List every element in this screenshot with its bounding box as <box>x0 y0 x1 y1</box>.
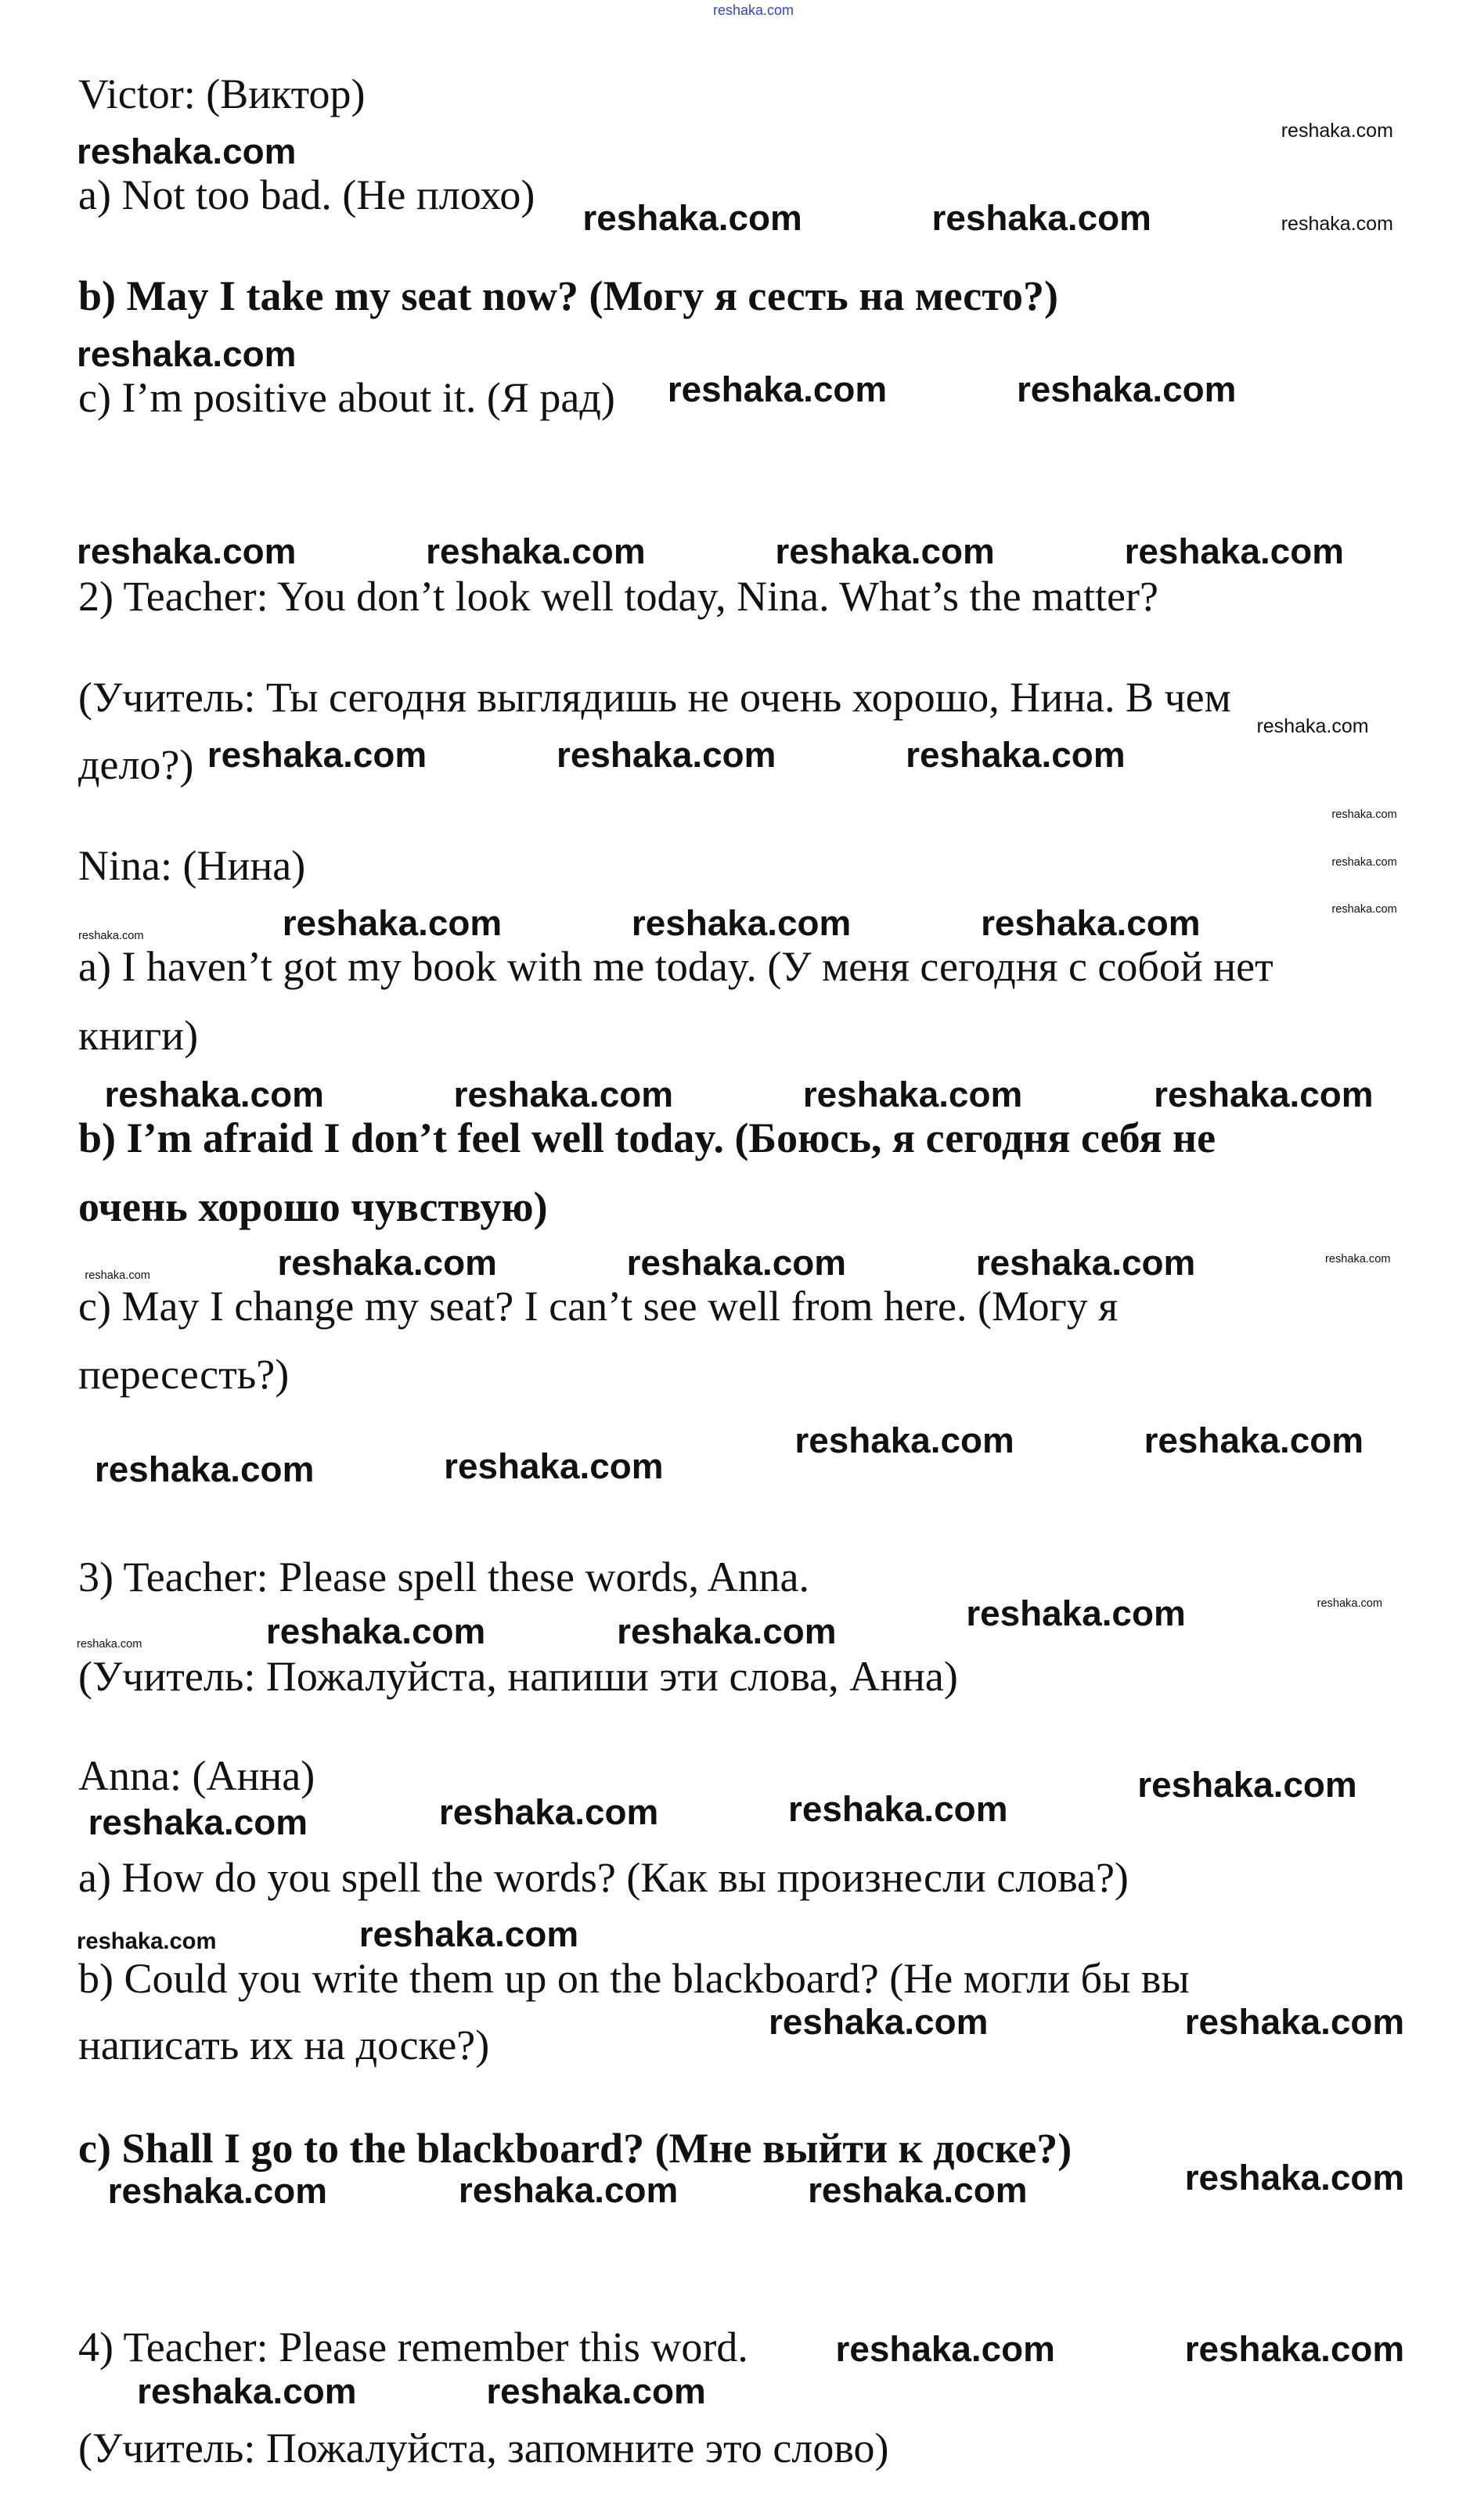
watermark: reshaka.com <box>438 1791 659 1833</box>
watermark: reshaka.com <box>975 1241 1196 1283</box>
option-c-correct: c) Shall I go to the blackboard? (Мне выйти к доске?) <box>78 2125 1072 2172</box>
watermark: reshaka.com <box>282 902 503 944</box>
watermark: reshaka.com <box>453 1074 674 1115</box>
watermark: reshaka.com <box>1184 2328 1405 2370</box>
watermark: reshaka.com <box>794 1419 1014 1460</box>
option-a: a) How do you spell the words? (Как вы произнесли слова?) <box>78 1854 1129 1901</box>
option-a: a) I haven’t got my book with me today. (У меня сегодня с собой нет <box>78 943 1273 990</box>
watermark: reshaka.com <box>277 1241 497 1283</box>
watermark: reshaka.com <box>1325 1252 1391 1265</box>
watermark: reshaka.com <box>265 1611 486 1652</box>
watermark: reshaka.com <box>1331 855 1397 869</box>
speaker-victor: Victor: (Виктор) <box>78 70 366 117</box>
watermark: reshaka.com <box>835 2328 1055 2370</box>
watermark: reshaka.com <box>626 1241 847 1283</box>
option-a: a) Not too bad. (Не плохо) <box>78 171 535 218</box>
watermark: reshaka.com <box>444 1445 664 1487</box>
watermark: reshaka.com <box>1281 212 1393 235</box>
speaker-anna: Anna: (Анна) <box>78 1752 315 1799</box>
watermark: reshaka.com <box>76 531 297 572</box>
watermark: reshaka.com <box>1144 1419 1364 1460</box>
watermark: reshaka.com <box>1256 715 1369 738</box>
speaker-nina: Nina: (Нина) <box>78 842 306 889</box>
option-b-correct: b) May I take my seat now? (Могу я сесть на место?) <box>78 272 1059 319</box>
option-b: b) Could you write them up on the blackboard? (Не могли бы вы <box>78 1955 1190 2002</box>
watermark: reshaka.com <box>931 197 1151 239</box>
watermark: reshaka.com <box>486 2370 706 2411</box>
question-3: 3) Teacher: Please spell these words, Anna. <box>78 1553 809 1600</box>
question-2-translation: (Учитель: Ты сегодня выглядишь не очень хорошо, Нина. В чем <box>78 674 1231 721</box>
watermark: reshaka.com <box>556 734 776 776</box>
option-c-cont: пересесть?) <box>78 1351 290 1398</box>
watermark: reshaka.com <box>1184 2157 1405 2198</box>
watermark: reshaka.com <box>788 1788 1008 1830</box>
watermark: reshaka.com <box>617 1611 837 1652</box>
watermark: reshaka.com <box>76 131 297 172</box>
option-c: c) I’m positive about it. (Я рад) <box>78 374 615 421</box>
watermark: reshaka.com <box>358 1913 579 1955</box>
question-4: 4) Teacher: Please remember this word. <box>78 2324 748 2371</box>
watermark: reshaka.com <box>85 1269 150 1282</box>
watermark: reshaka.com <box>94 1449 315 1490</box>
watermark: reshaka.com <box>981 902 1201 944</box>
question-3-translation: (Учитель: Пожалуйста, напиши эти слова, Анна) <box>78 1653 958 1700</box>
watermark: reshaka.com <box>1281 120 1393 142</box>
option-b-cont: написать их на доске?) <box>78 2021 490 2068</box>
watermark: reshaka.com <box>426 531 646 572</box>
watermark: reshaka.com <box>1016 369 1237 410</box>
watermark: reshaka.com <box>808 2169 1028 2211</box>
watermark: reshaka.com <box>667 369 888 410</box>
watermark: reshaka.com <box>582 197 802 239</box>
watermark: reshaka.com <box>76 1928 217 1954</box>
watermark: reshaka.com <box>88 1801 308 1842</box>
watermark: reshaka.com <box>104 1074 324 1115</box>
watermark: reshaka.com <box>775 531 995 572</box>
option-a-cont: книги) <box>78 1012 199 1059</box>
watermark: reshaka.com <box>76 333 297 374</box>
watermark: reshaka.com <box>966 1592 1186 1633</box>
watermark: reshaka.com <box>458 2169 679 2211</box>
watermark: reshaka.com <box>906 734 1126 776</box>
watermark: reshaka.com <box>1317 1597 1383 1610</box>
watermark: reshaka.com <box>1137 1763 1357 1805</box>
option-c: c) May I change my seat? I can’t see well from here. (Могу я <box>78 1283 1119 1330</box>
watermark: reshaka.com <box>1184 2001 1405 2043</box>
watermark: reshaka.com <box>137 2370 357 2411</box>
question-4-translation: (Учитель: Пожалуйста, запомните это слово) <box>78 2425 889 2471</box>
question-2-translation-cont: дело?) <box>78 741 194 788</box>
option-b-correct-cont: очень хорошо чувствую) <box>78 1183 548 1230</box>
watermark: reshaka.com <box>78 929 144 942</box>
watermark: reshaka.com <box>631 902 852 944</box>
watermark: reshaka.com <box>107 2169 328 2211</box>
watermark: reshaka.com <box>1154 1074 1374 1115</box>
watermark: reshaka.com <box>802 1074 1023 1115</box>
question-2: 2) Teacher: You don’t look well today, Nina. What’s the matter? <box>78 573 1158 620</box>
watermark: reshaka.com <box>207 734 427 776</box>
watermark: reshaka.com <box>1331 903 1397 916</box>
option-b-correct: b) I’m afraid I don’t feel well today. (Боюсь, я сегодня себя не <box>78 1114 1216 1161</box>
watermark: reshaka.com <box>769 2001 989 2043</box>
header-watermark: reshaka.com <box>713 2 794 18</box>
watermark: reshaka.com <box>76 1637 142 1651</box>
watermark: reshaka.com <box>1331 808 1397 822</box>
watermark: reshaka.com <box>1124 531 1344 572</box>
